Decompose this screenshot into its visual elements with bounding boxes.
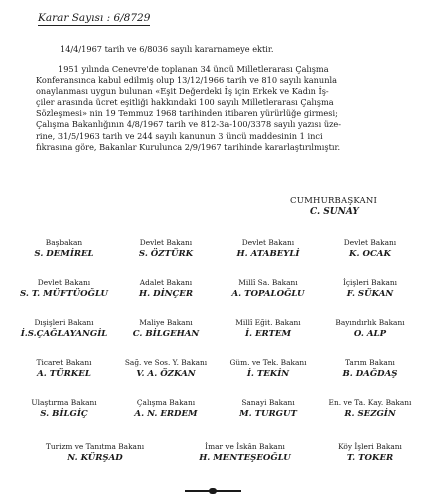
signatory-name: C. BİLGEHAN [132,329,200,339]
office-title: Sağ. ve Sos. Y. Bakanı [124,358,208,367]
signatory [114,358,218,379]
decision-body [36,64,406,153]
signatory-name: T. TOKER [346,453,394,463]
signatory-name: B. DAĞDAŞ [342,369,398,379]
signatory-name: S. ÖZTÜRK [138,249,194,259]
office-title: Bayındırlık Bakanı [335,318,405,327]
office-title: Turizm ve Tanıtma Bakanı [45,442,145,451]
signatory-row [0,398,425,428]
body-line: 1951 yılında Cenevre'de toplanan 34 üncü Milletlerarası Çalışma [58,64,329,74]
office-title: Millî Eğit. Bakanı [235,318,301,327]
body-line: onaylanması uygun bulunan «Eşit Değerdeki İş için Erkek ve Kadın İş- [36,86,329,97]
body-line: Çalışma Bakanlığının 4/8/1967 tarih ve 812-3a-100/3378 sayılı yazısı üze- [36,119,342,130]
ornament-dot [209,488,217,494]
signatory-name: A. N. ERDEM [134,409,198,419]
signatory-name: H. DİNÇER [139,289,193,299]
signatory-name: O. ALP [353,329,387,339]
signatory [216,278,320,299]
signatory-name: A. TÜRKEL [37,369,91,379]
signatory-row [0,238,425,268]
office-title: İçişleri Bakanı [342,278,398,287]
signatory [114,398,218,419]
office-title: En. ve Ta. Kay. Bakanı [328,398,412,407]
office-title: Dışişleri Bakanı [34,318,94,327]
office-title: Maliye Bakanı [139,318,193,327]
office-title: Köy İşleri Bakanı [338,442,402,451]
signatory [114,278,218,299]
signatory-row [0,442,425,472]
signatory-name: S. DEMİREL [34,249,94,259]
signatory-name: R. SEZGİN [344,409,396,419]
body-line: çiler arasında ücret eşitliği hakkındaki 100 sayılı Milletlerarası Çalışma [36,97,334,108]
signatory-name: İ.S.ÇAĞLAYANGİL [20,329,108,339]
signatory [114,318,218,339]
signatory [12,358,116,379]
president-title: CUMHURBAŞKANI [290,196,378,206]
signatory [12,238,116,259]
body-line: fıkrasına göre, Bakanlar Kurulunca 2/9/1967 tarihinde kararlaştırılmıştır. [36,141,341,152]
signatory [180,442,310,463]
signatory [318,238,422,259]
signatory [216,318,320,339]
signatory-name: N. KÜRŞAD [67,453,123,463]
office-title: Ulaştırma Bakanı [31,398,97,407]
signatory [30,442,160,463]
signatory-name: A. TOPALOĞLU [231,289,305,299]
president-signature [290,196,400,217]
office-title: Çalışma Bakanı [136,398,196,407]
office-title: Sanayi Bakanı [241,398,295,407]
body-line: rine, 31/5/1963 tarih ve 244 sayılı kanunun 3 üncü maddesinin 1 inci [36,130,323,141]
signatory [12,318,116,339]
president-name: C. SUNAY [310,207,359,217]
office-title: Devlet Bakanı [241,238,295,247]
office-title: Adalet Bakanı [139,278,193,287]
office-title: Ticaret Bakanı [36,358,92,367]
signatory-name: İ. TEKİN [246,369,290,379]
signatory-name: V. A. ÖZKAN [136,369,196,379]
office-title: Tarım Bakanı [345,358,395,367]
body-line: Konferansınca kabul edilmiş olup 13/12/1966 tarih ve 810 sayılı kanunla [36,75,337,86]
signatory-name: H. MENTEŞEOĞLU [199,453,291,463]
signatory-row [0,358,425,388]
signatory-row [0,278,425,308]
signatory-name: S. T. MÜFTÜOĞLU [19,289,109,299]
signatory [12,278,116,299]
signatory [318,278,422,299]
signatory [318,318,422,339]
signatory-name: H. ATABEYLİ [236,249,300,259]
signatory-row [0,318,425,348]
signatory-name: M. TURGUT [239,409,297,419]
office-title: Devlet Bakanı [139,238,193,247]
signatory [318,358,422,379]
office-title: Devlet Bakanı [37,278,91,287]
body-line: Sözleşmesi» nin 19 Temmuz 1968 tarihinden itibaren yürürlüğe girmesi; [36,108,338,119]
office-title: Güm. ve Tek. Bakanı [229,358,307,367]
decision-number-title: Karar Sayısı : 6/8729 [38,12,151,24]
end-ornament [185,488,241,494]
signatory [216,238,320,259]
signatory [114,238,218,259]
office-title: Başbakan [45,238,83,247]
office-title: İmar ve İskân Bakanı [205,442,285,451]
signatory-name: İ. ERTEM [244,329,291,339]
signatory [12,398,116,419]
office-title: Millî Sa. Bakanı [238,278,298,287]
signatory [318,398,422,419]
signatory [318,442,422,463]
signatory [216,398,320,419]
signatory-name: K. OCAK [349,249,391,259]
office-title: Devlet Bakanı [343,238,397,247]
signatory-name: F. SÜKAN [346,289,394,299]
signatory [216,358,320,379]
signatory-name: S. BİLGİÇ [40,409,88,419]
annex-line: 14/4/1967 tarih ve 6/8036 sayılı kararnameye ektir. [60,44,274,54]
